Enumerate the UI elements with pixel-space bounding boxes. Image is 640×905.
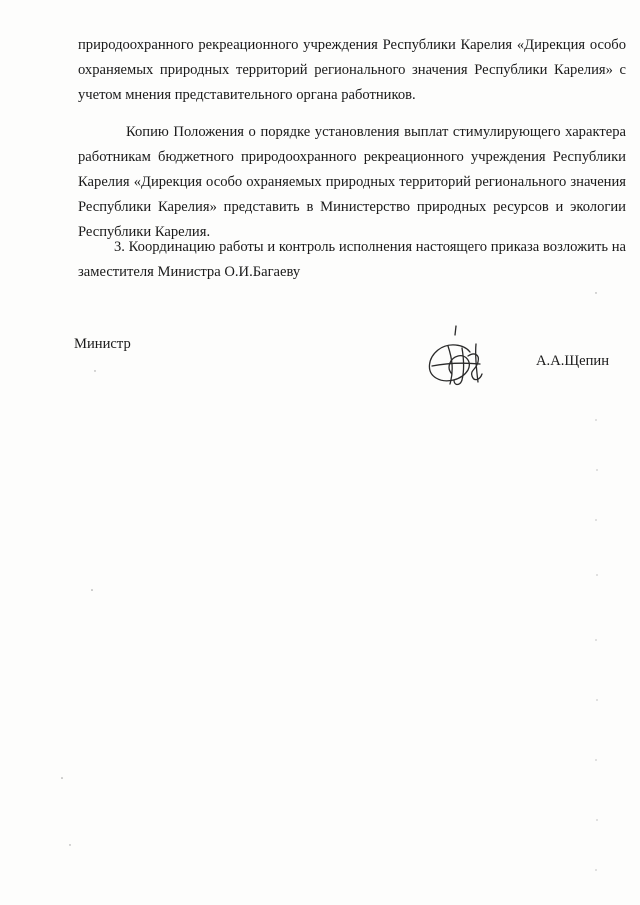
paragraph-continuation: природоохранного рекреационного учреждения Республики Карелия «Дирекция особо охраняемых природных территорий регионального значения Республики Карелия» с учетом мнения представительного органа работников. bbox=[78, 37, 626, 103]
handwritten-signature bbox=[418, 322, 498, 390]
signatory-name: А.А.Щепин bbox=[536, 353, 610, 369]
signatory-role: Министр bbox=[74, 336, 131, 352]
paragraph-item-3: 3. Координацию работы и контроль исполнения настоящего приказа возложить на заместителя Министра О.И.Багаеву bbox=[78, 239, 626, 280]
paragraph-copy-of-regulation: Копию Положения о порядке установления выплат стимулирующего характера работникам бюджетного природоохранного рекреационного учреждения Республики Карелия «Дирекция особо охраняемых природных территорий регионального значения Республики Карелия» представить в Министерство природных ресурсов и экологии Республики Карелия. bbox=[78, 124, 626, 240]
